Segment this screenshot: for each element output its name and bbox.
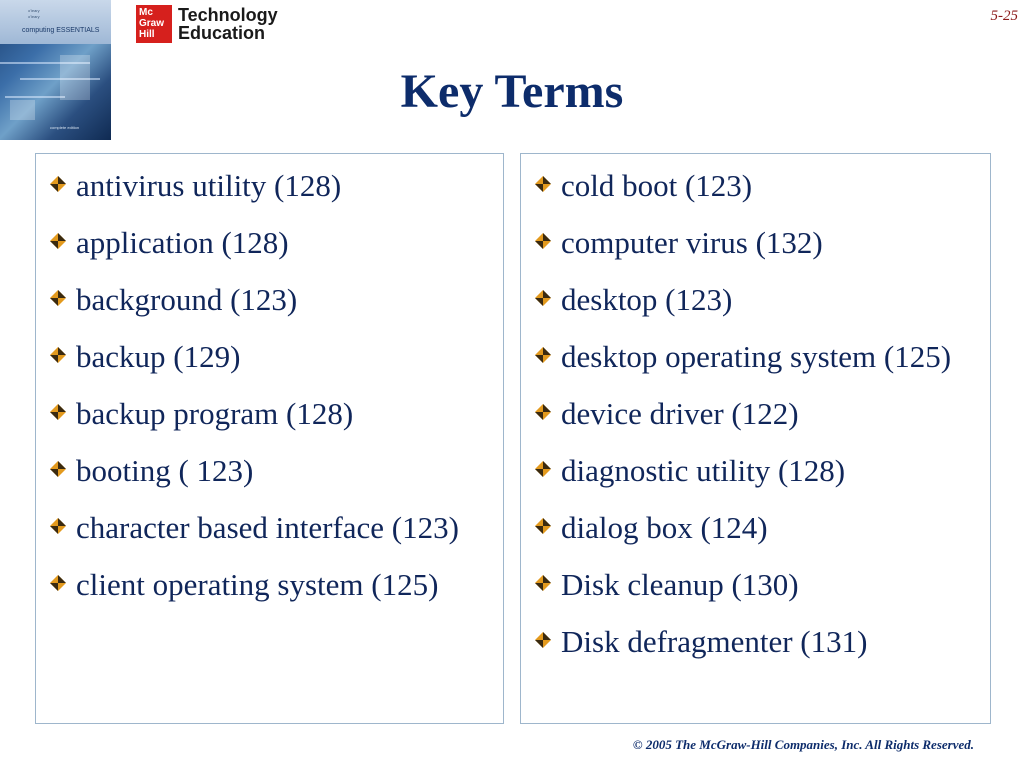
right-terms-list <box>529 166 982 661</box>
term-item <box>44 223 495 262</box>
term-text: application (128) <box>76 225 289 260</box>
slide-number: 5-25 <box>990 8 1018 24</box>
logo-box-line: Mc <box>139 7 153 18</box>
term-text: dialog box (124) <box>561 510 768 545</box>
diamond-bullet-icon <box>44 508 76 547</box>
term-text: cold boot (123) <box>561 168 753 203</box>
diamond-bullet-icon <box>44 565 76 604</box>
logo-text <box>178 6 278 42</box>
right-terms-panel <box>520 153 991 724</box>
left-terms-panel <box>35 153 504 724</box>
slide-title: Key Terms <box>400 65 624 118</box>
publisher-logo <box>136 4 278 44</box>
term-text: backup program (128) <box>76 396 354 431</box>
diamond-bullet-icon <box>44 451 76 490</box>
term-text: antivirus utility (128) <box>76 168 342 203</box>
term-item <box>529 622 982 661</box>
diamond-bullet-icon <box>529 451 561 490</box>
logo-box-line: Hill <box>139 29 155 40</box>
term-item <box>44 337 495 376</box>
diamond-bullet-icon <box>44 223 76 262</box>
diamond-bullet-icon <box>529 565 561 604</box>
mcgraw-hill-logo-box <box>136 5 172 43</box>
term-text: background (123) <box>76 282 298 317</box>
logo-box-line: Graw <box>139 18 165 29</box>
diamond-bullet-icon <box>529 622 561 661</box>
term-item <box>529 337 982 376</box>
term-item <box>529 508 982 547</box>
term-item <box>44 280 495 319</box>
logo-line-technology: Technology <box>178 5 278 25</box>
term-item <box>529 394 982 433</box>
diamond-bullet-icon <box>529 394 561 433</box>
cover-authors <box>28 8 40 20</box>
logo-line-education: Education <box>178 23 266 43</box>
cover-band <box>0 0 111 44</box>
term-text: diagnostic utility (128) <box>561 453 846 488</box>
term-item <box>44 451 495 490</box>
term-item <box>44 394 495 433</box>
term-text: Disk cleanup (130) <box>561 567 799 602</box>
term-text: client operating system (125) <box>76 567 439 602</box>
term-item <box>529 166 982 205</box>
cover-title: computing ESSENTIALS <box>22 27 100 34</box>
cover-author-1: o'leary <box>28 8 40 13</box>
diamond-bullet-icon <box>529 166 561 205</box>
diamond-bullet-icon <box>44 166 76 205</box>
diamond-bullet-icon <box>529 337 561 376</box>
term-text: backup (129) <box>76 339 241 374</box>
diamond-bullet-icon <box>44 280 76 319</box>
term-text: desktop (123) <box>561 282 733 317</box>
copyright-footer: © 2005 The McGraw-Hill Companies, Inc. All Rights Reserved. <box>632 737 974 752</box>
term-item <box>529 280 982 319</box>
diamond-bullet-icon <box>529 508 561 547</box>
term-item <box>529 565 982 604</box>
term-item <box>529 451 982 490</box>
term-item <box>529 223 982 262</box>
cover-author-2: o'leary <box>28 14 40 19</box>
term-text: Disk defragmenter (131) <box>561 624 868 659</box>
term-text: computer virus (132) <box>561 225 823 260</box>
diamond-bullet-icon <box>529 280 561 319</box>
diamond-bullet-icon <box>44 394 76 433</box>
cover-edition: complete edition <box>50 125 80 130</box>
term-item <box>44 166 495 205</box>
term-text: desktop operating system (125) <box>561 339 952 374</box>
diamond-bullet-icon <box>44 337 76 376</box>
term-text: character based interface (123) <box>76 510 459 545</box>
term-text: booting ( 123) <box>76 453 254 488</box>
term-item <box>44 508 495 547</box>
term-text: device driver (122) <box>561 396 799 431</box>
left-terms-list <box>44 166 495 604</box>
diamond-bullet-icon <box>529 223 561 262</box>
term-item <box>44 565 495 604</box>
